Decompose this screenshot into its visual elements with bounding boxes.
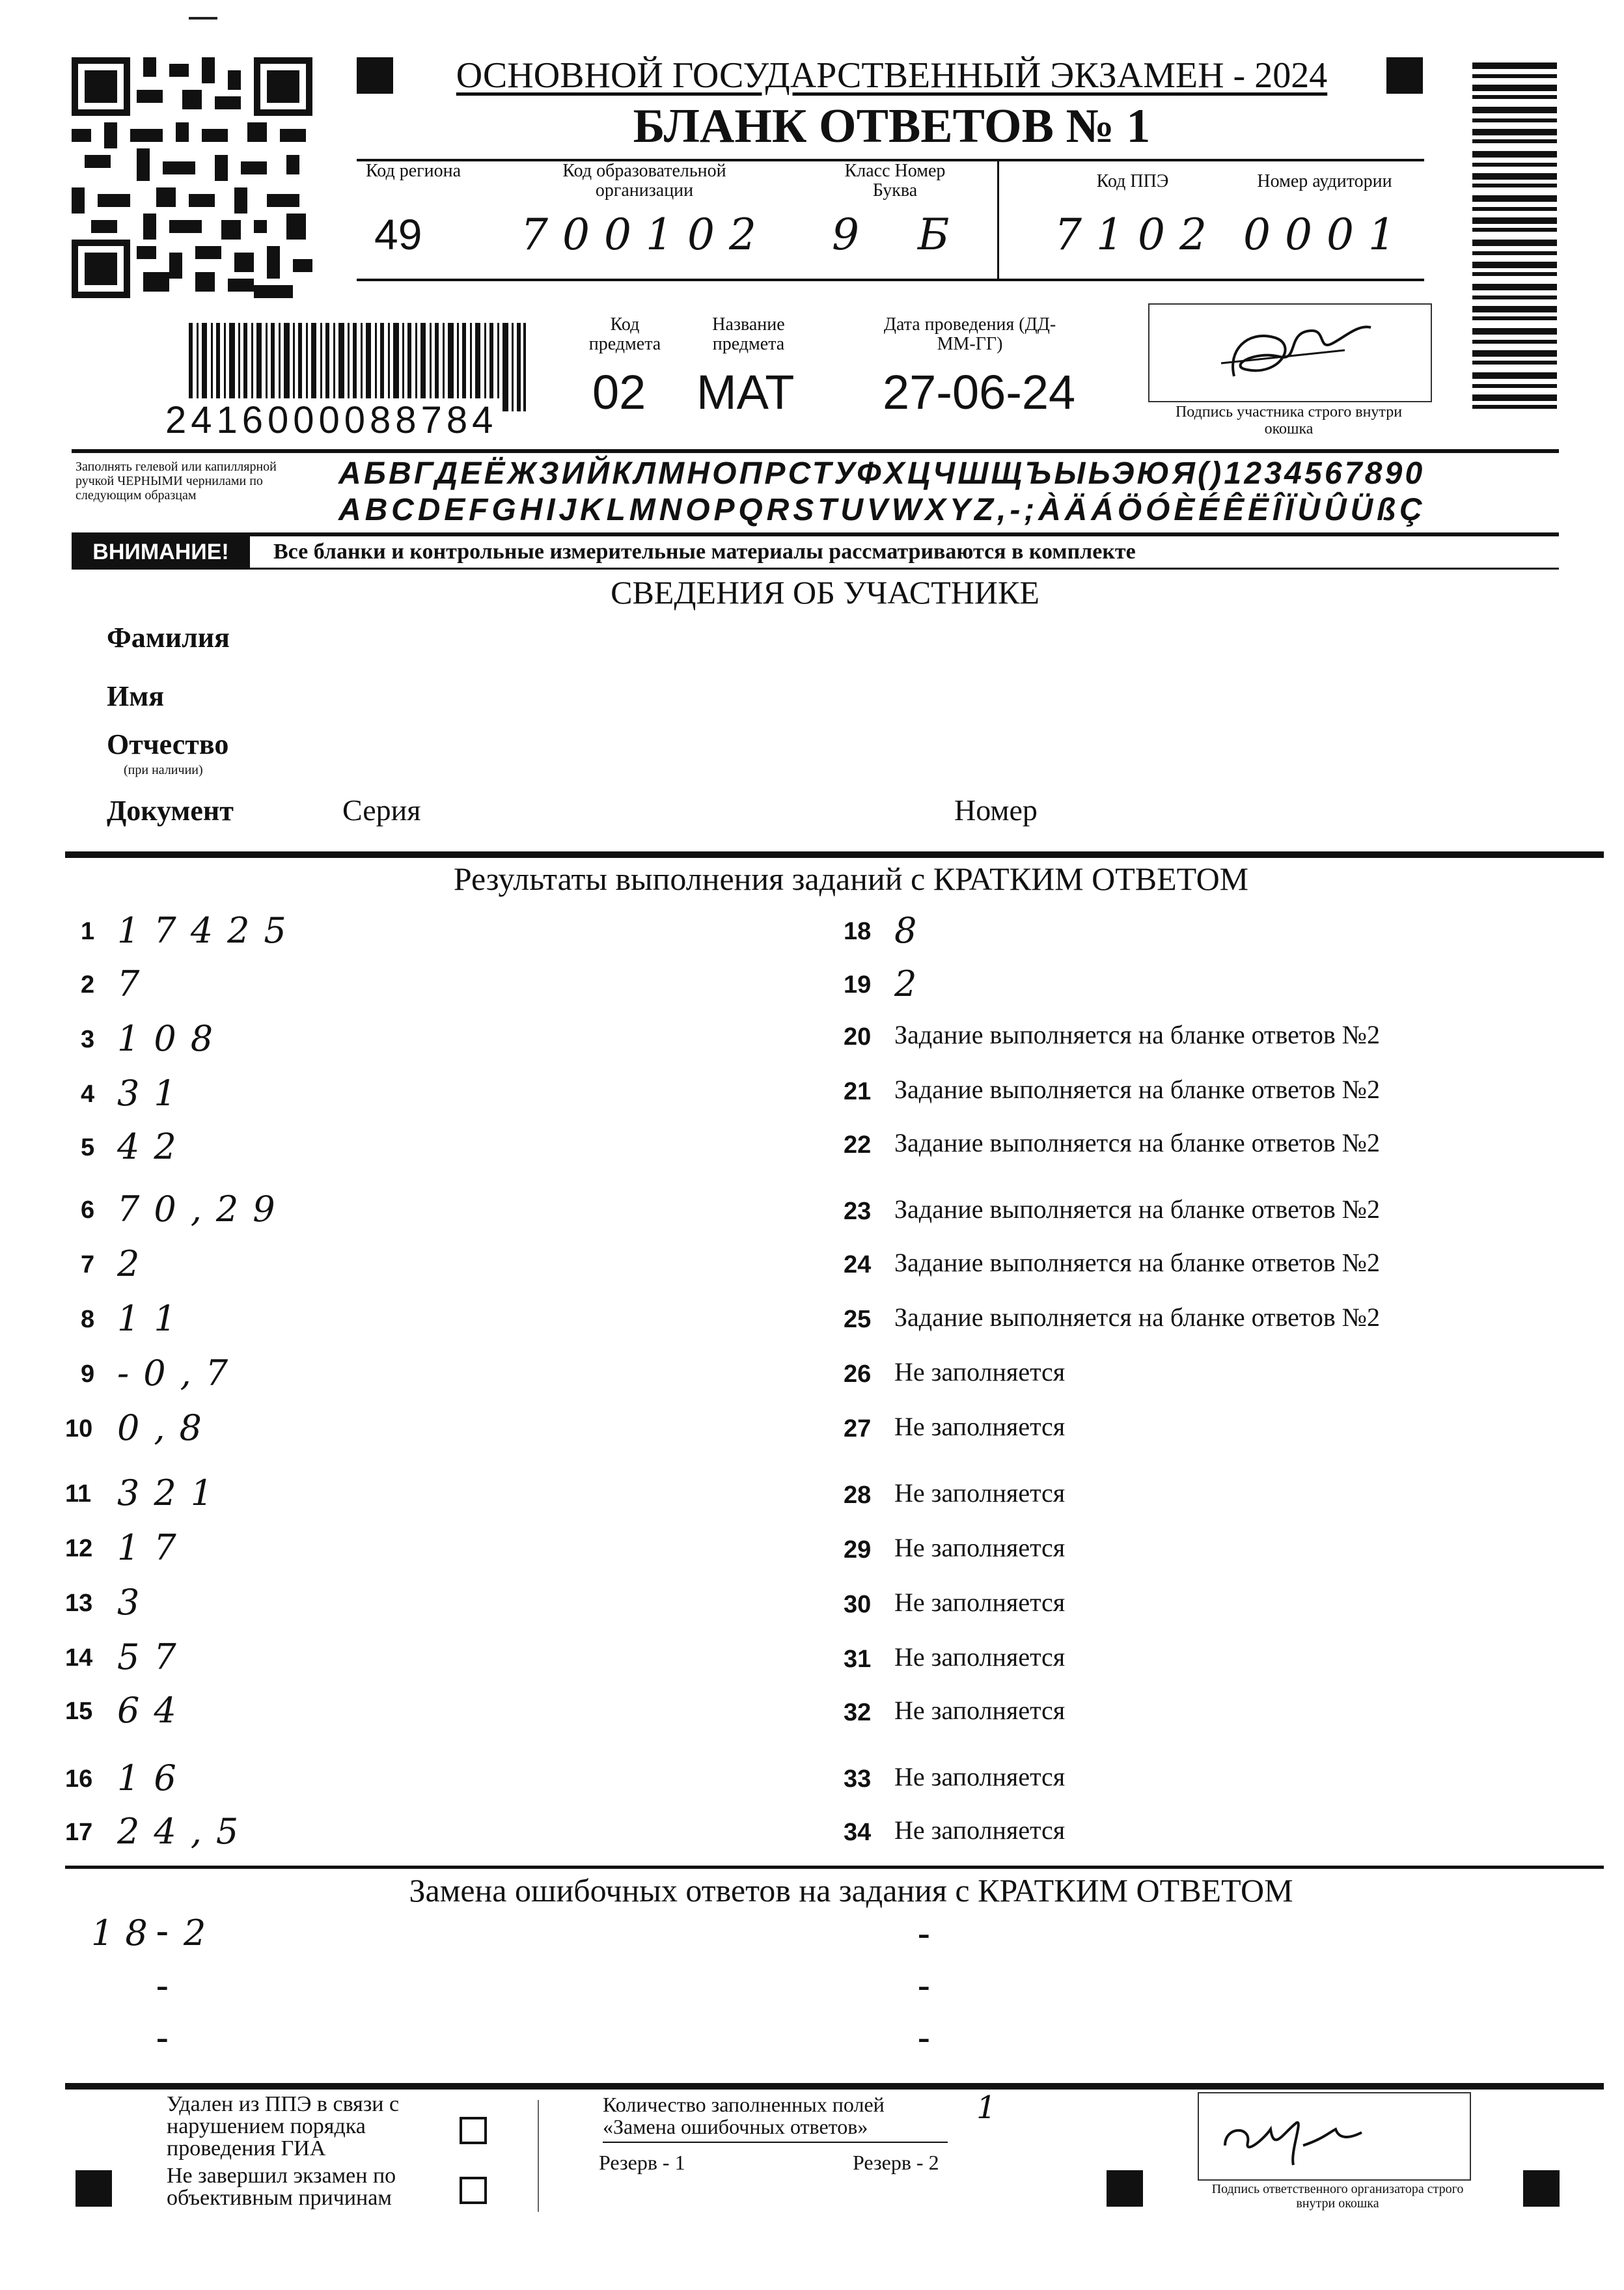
replacement-count-value[interactable]: 1 (976, 2090, 1011, 2126)
patronymic-label: Отчество (107, 728, 229, 760)
subject-name-label: Название предмета (712, 314, 785, 354)
task-number: 1 (81, 918, 95, 945)
task-number: 11 (65, 1480, 92, 1508)
task-number: 25 (844, 1306, 872, 1333)
task-answer[interactable]: 17 (117, 1527, 191, 1568)
task-answer[interactable]: 16 (117, 1758, 191, 1799)
room-value[interactable]: 0001 (1243, 210, 1410, 260)
task-number: 4 (81, 1081, 95, 1108)
reserve-1-label: Резерв - 1 (599, 2151, 685, 2174)
form-title: БЛАНК ОТВЕТОВ № 1 (633, 100, 1151, 153)
sample-top-rule (72, 449, 1559, 453)
task-answer[interactable]: 8 (894, 910, 931, 951)
warning-text: Все бланки и контрольные измерительные материалы рассматриваются в комплекте (273, 540, 1136, 564)
reserve-2-label: Резерв - 2 (853, 2151, 939, 2174)
participant-signature-box[interactable] (1148, 303, 1432, 402)
replacement-task-number[interactable]: 18 (91, 1912, 159, 1953)
task-number: 27 (844, 1415, 872, 1442)
task-answer[interactable]: 24,5 (117, 1811, 253, 1852)
replacement-dash: - (156, 1911, 169, 1951)
task-number: 23 (844, 1198, 872, 1225)
replacement-section-title: Замена ошибочных ответов на задания с КРАТКИМ ОТВЕТОМ (409, 1872, 1293, 1909)
task-answer[interactable]: 42 (117, 1126, 191, 1167)
room-label: Номер аудитории (1257, 171, 1392, 191)
surname-label: Фамилия (107, 622, 230, 654)
replacement-dash: - (918, 1913, 930, 1953)
task-number: 2 (81, 971, 95, 999)
class-label: Класс Номер Буква (844, 161, 946, 200)
task-number: 30 (844, 1591, 872, 1618)
region-value[interactable]: 49 (374, 210, 422, 258)
number-label: Номер (954, 793, 1038, 827)
barcode-number: 2416000088784 (163, 398, 500, 442)
task-answer[interactable]: 3 (117, 1582, 154, 1623)
replacement-count-underline (603, 2142, 948, 2143)
task-note: Не заполняется (894, 1696, 1066, 1725)
task-number: 29 (844, 1536, 872, 1564)
marker-bottom-left (76, 2170, 112, 2207)
task-number: 34 (844, 1819, 872, 1846)
task-number: 6 (81, 1196, 95, 1224)
task-number: 22 (844, 1131, 872, 1159)
task-number: 26 (844, 1360, 872, 1388)
task-note: Задание выполняется на бланке ответов №2 (894, 1194, 1380, 1224)
task-answer[interactable]: 17425 (117, 910, 301, 951)
task-number: 16 (65, 1765, 93, 1793)
marker-bottom-right (1523, 2170, 1560, 2207)
task-answer[interactable]: 57 (117, 1636, 191, 1677)
exam-title: ОСНОВНОЙ ГОСУДАРСТВЕННЫЙ ЭКЗАМЕН - 2024 (456, 55, 1328, 96)
task-number: 18 (844, 918, 872, 945)
ppe-label: Код ППЭ (1096, 171, 1169, 191)
task-answer[interactable]: 2 (117, 1243, 154, 1284)
task-number: 9 (81, 1360, 95, 1388)
task-answer[interactable]: -0,7 (117, 1353, 243, 1394)
task-answer[interactable]: 70,29 (117, 1189, 290, 1230)
removed-checkbox[interactable] (460, 2117, 487, 2144)
task-number: 19 (844, 971, 872, 999)
date-value[interactable]: 27-06-24 (883, 365, 1076, 419)
task-number: 5 (81, 1134, 95, 1161)
task-answer[interactable]: 7 (117, 963, 154, 1004)
marker-top-right (1386, 57, 1423, 94)
task-note: Задание выполняется на бланке ответов №2 (894, 1020, 1380, 1049)
task-note: Задание выполняется на бланке ответов №2 (894, 1128, 1380, 1157)
warning-bottom-rule (72, 568, 1559, 570)
task-number: 21 (844, 1078, 872, 1105)
task-number: 20 (844, 1023, 872, 1051)
sample-row-latin: ABCDEFGHIJKLMNOPQRSTUVWXYZ,-;ÀÄÁÖÓÈÉÊËÎÏÙÛÜßÇ (338, 493, 1426, 527)
task-note: Не заполняется (894, 1478, 1066, 1508)
document-label: Документ (107, 795, 234, 827)
task-number: 17 (65, 1819, 93, 1846)
task-number: 10 (65, 1415, 93, 1442)
replacement-dash: - (156, 1965, 169, 2006)
participant-section-title: СВЕДЕНИЯ ОБ УЧАСТНИКЕ (611, 574, 1039, 611)
task-note: Задание выполняется на бланке ответов №2 (894, 1075, 1380, 1104)
organizer-signature-box[interactable] (1198, 2092, 1471, 2181)
replacement-dash: - (156, 2017, 169, 2058)
task-answer[interactable]: 321 (117, 1472, 228, 1513)
series-label: Серия (342, 793, 421, 827)
not-finished-text: Не завершил экзамен по объективным причинам (167, 2164, 396, 2210)
results-bottom-rule (65, 1866, 1604, 1869)
replacement-count-label: Количество заполненных полей «Замена ошибочных ответов» (603, 2093, 885, 2138)
side-stripe-barcode (1472, 62, 1557, 450)
task-number: 7 (81, 1251, 95, 1278)
warning-top-rule (72, 532, 1559, 536)
task-number: 32 (844, 1699, 872, 1726)
task-answer[interactable]: 0,8 (117, 1407, 216, 1448)
class-letter[interactable]: Б (918, 210, 964, 260)
task-note: Не заполняется (894, 1815, 1066, 1845)
task-answer[interactable]: 2 (894, 963, 931, 1004)
org-value[interactable]: 700102 (521, 210, 771, 260)
subject-code-value[interactable]: 02 (592, 365, 646, 419)
participant-bottom-rule (65, 851, 1604, 858)
marker-bottom-mid (1107, 2170, 1143, 2207)
patronymic-note: (при наличии) (124, 763, 203, 777)
footer-divider (538, 2100, 539, 2212)
task-number: 3 (81, 1026, 95, 1053)
class-number[interactable]: 9 (832, 210, 874, 260)
participant-signature-caption: Подпись участника строго внутри окошка (1175, 404, 1403, 437)
task-number: 8 (81, 1306, 95, 1333)
task-number: 12 (65, 1535, 93, 1562)
task-number: 15 (65, 1698, 93, 1725)
subject-code-label: Код предмета (588, 314, 661, 354)
task-answer[interactable]: 31 (117, 1073, 191, 1114)
task-note: Задание выполняется на бланке ответов №2 (894, 1248, 1380, 1277)
org-label: Код образовательной организации (562, 161, 726, 200)
removed-text: Удален из ППЭ в связи с нарушением порядка проведения ГИА (167, 2092, 400, 2160)
qr-code-icon (72, 57, 312, 298)
organizer-signature-icon (1199, 2093, 1470, 2179)
replacement-dash: - (918, 2017, 930, 2058)
task-note: Не заполняется (894, 1642, 1066, 1672)
results-section-title: Результаты выполнения заданий с КРАТКИМ ОТВЕТОМ (453, 861, 1249, 897)
task-number: 13 (65, 1590, 93, 1617)
replacement-value[interactable]: 2 (184, 1912, 221, 1953)
sample-instruction: Заполнять гелевой или капиллярной ручкой ЧЕРНЫМИ чернилами по следующим образцам (76, 460, 277, 503)
marker-top-left (357, 57, 393, 94)
task-number: 24 (844, 1251, 872, 1278)
organizer-signature-caption: Подпись ответственного организатора строго внутри окошка (1211, 2182, 1464, 2211)
warning-badge: ВНИМАНИЕ! (72, 536, 250, 568)
task-note: Не заполняется (894, 1533, 1066, 1562)
task-answer[interactable]: 64 (117, 1690, 191, 1731)
participant-signature-icon (1149, 305, 1431, 401)
task-number: 28 (844, 1482, 872, 1509)
top-tick-mark (189, 17, 217, 20)
codes-rule (357, 279, 1424, 281)
region-label: Код региона (365, 161, 461, 181)
subject-name-value[interactable]: МАТ (696, 365, 795, 419)
codes-divider (997, 161, 999, 280)
task-number: 31 (844, 1646, 872, 1673)
ppe-value[interactable]: 7102 (1054, 210, 1221, 260)
not-finished-checkbox[interactable] (460, 2177, 487, 2204)
task-number: 33 (844, 1765, 872, 1793)
replacement-dash: - (918, 1965, 930, 2006)
sample-row-cyrillic: АБВГДЕЁЖЗИЙКЛМНОПРСТУФХЦЧШЩЪЫЬЭЮЯ()1234567890 (338, 456, 1425, 491)
task-note: Не заполняется (894, 1357, 1066, 1386)
name-label: Имя (107, 680, 164, 712)
task-answer[interactable]: 11 (117, 1298, 191, 1339)
task-answer[interactable]: 108 (117, 1018, 228, 1059)
task-note: Задание выполняется на бланке ответов №2 (894, 1303, 1380, 1332)
task-number: 14 (65, 1644, 93, 1672)
task-note: Не заполняется (894, 1412, 1066, 1441)
task-note: Не заполняется (894, 1762, 1066, 1791)
date-label: Дата проведения (ДД-ММ-ГГ) (883, 314, 1056, 354)
footer-top-rule (65, 2083, 1604, 2090)
task-note: Не заполняется (894, 1588, 1066, 1617)
